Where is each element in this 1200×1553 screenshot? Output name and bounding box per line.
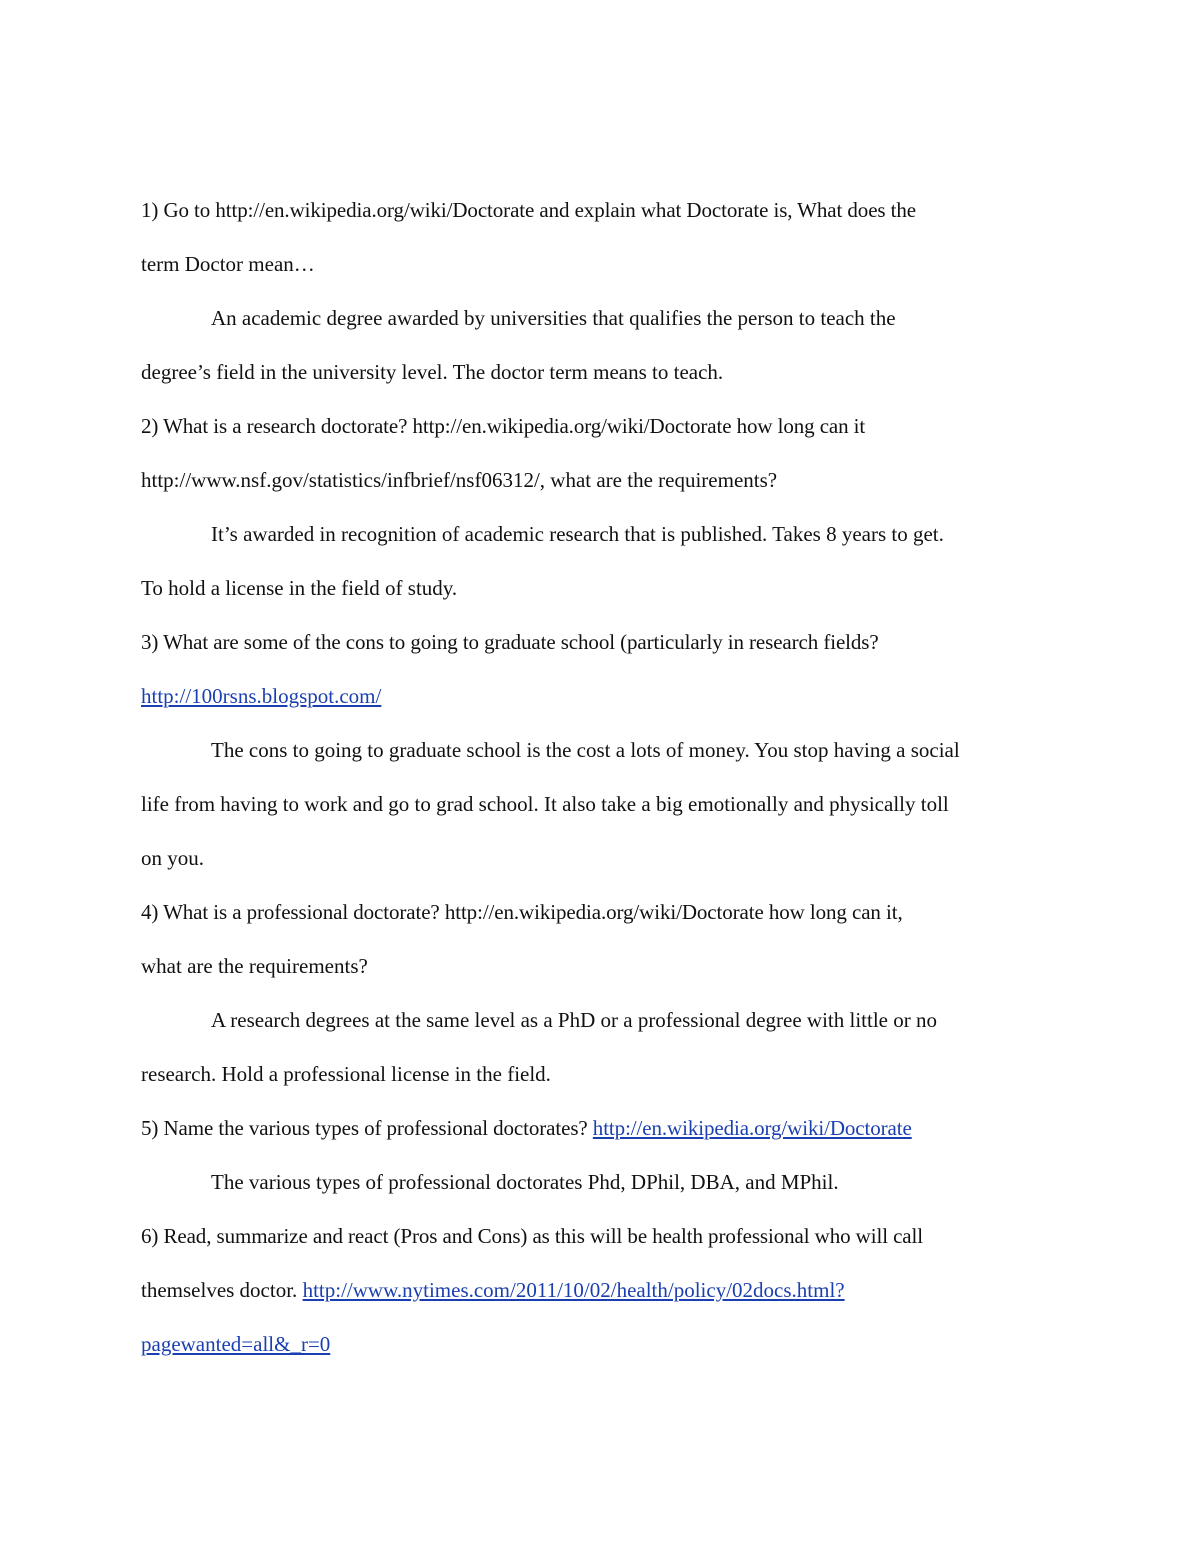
document-page [141, 183, 1061, 1371]
nytimes-link-part-2[interactable]: pagewanted=all&_r=0 [141, 1332, 331, 1356]
question-3-line-1: 3) What are some of the cons to going to graduate school (particularly in research fields? [141, 630, 879, 654]
answer-3-line-2: life from having to work and go to grad school. It also take a big emotionally and physically toll [141, 792, 949, 816]
nytimes-link-part-1[interactable]: http://www.nytimes.com/2011/10/02/health/policy/02docs.html? [302, 1278, 845, 1302]
question-2-url: http://en.wikipedia.org/wiki/Doctorate [412, 414, 732, 438]
question-2-text: 2) What is a research doctorate? [141, 414, 413, 438]
answer-5-line-1: The various types of professional doctorates Phd, DPhil, DBA, and MPhil. [211, 1170, 839, 1194]
answer-1-line-2: degree’s field in the university level. The doctor term means to teach. [141, 360, 724, 384]
question-2-text-cont: how long can it [731, 414, 866, 438]
question-6-line-1: 6) Read, summarize and react (Pros and Cons) as this will be health professional who will call [141, 1224, 923, 1248]
blogspot-link[interactable]: http://100rsns.blogspot.com/ [141, 684, 382, 708]
question-1-text-cont: and explain what Doctorate is, What does the [534, 198, 917, 222]
question-6-line-2 [141, 1263, 1061, 1317]
question-2-line-2 [141, 453, 1061, 507]
question-4-line-1 [141, 885, 1061, 939]
question-1-text: 1) Go to [141, 198, 216, 222]
answer-3-line-1: The cons to going to graduate school is the cost a lots of money. You stop having a social [211, 738, 960, 762]
wikipedia-doctorate-link[interactable]: http://en.wikipedia.org/wiki/Doctorate [592, 1116, 912, 1140]
question-2-line-1 [141, 399, 1061, 453]
question-4-text-cont: how long can it, [763, 900, 903, 924]
question-2-text-end: , what are the requirements? [539, 468, 778, 492]
question-4-line-2: what are the requirements? [141, 954, 368, 978]
question-1-line-2: term Doctor mean… [141, 252, 315, 276]
question-1-line-1 [141, 183, 1061, 237]
answer-2-line-1: It’s awarded in recognition of academic research that is published. Takes 8 years to get. [211, 522, 944, 546]
answer-2-line-2: To hold a license in the field of study. [141, 576, 458, 600]
question-3-line-2 [141, 669, 1061, 723]
question-6-line-3 [141, 1317, 1061, 1371]
question-4-url: http://en.wikipedia.org/wiki/Doctorate [444, 900, 764, 924]
question-5-line-1 [141, 1101, 1061, 1155]
question-5-text: 5) Name the various types of professional doctorates? [141, 1116, 593, 1140]
question-1-url: http://en.wikipedia.org/wiki/Doctorate [215, 198, 535, 222]
answer-3-line-3: on you. [141, 846, 204, 870]
answer-4-line-2: research. Hold a professional license in the field. [141, 1062, 551, 1086]
question-2-nsf-url: http://www.nsf.gov/statistics/infbrief/nsf06312/ [141, 468, 540, 492]
answer-1-line-1: An academic degree awarded by universities that qualifies the person to teach the [211, 306, 896, 330]
answer-4-line-1: A research degrees at the same level as a PhD or a professional degree with little or no [211, 1008, 937, 1032]
question-4-text: 4) What is a professional doctorate? [141, 900, 445, 924]
question-6-text: themselves doctor. [141, 1278, 303, 1302]
